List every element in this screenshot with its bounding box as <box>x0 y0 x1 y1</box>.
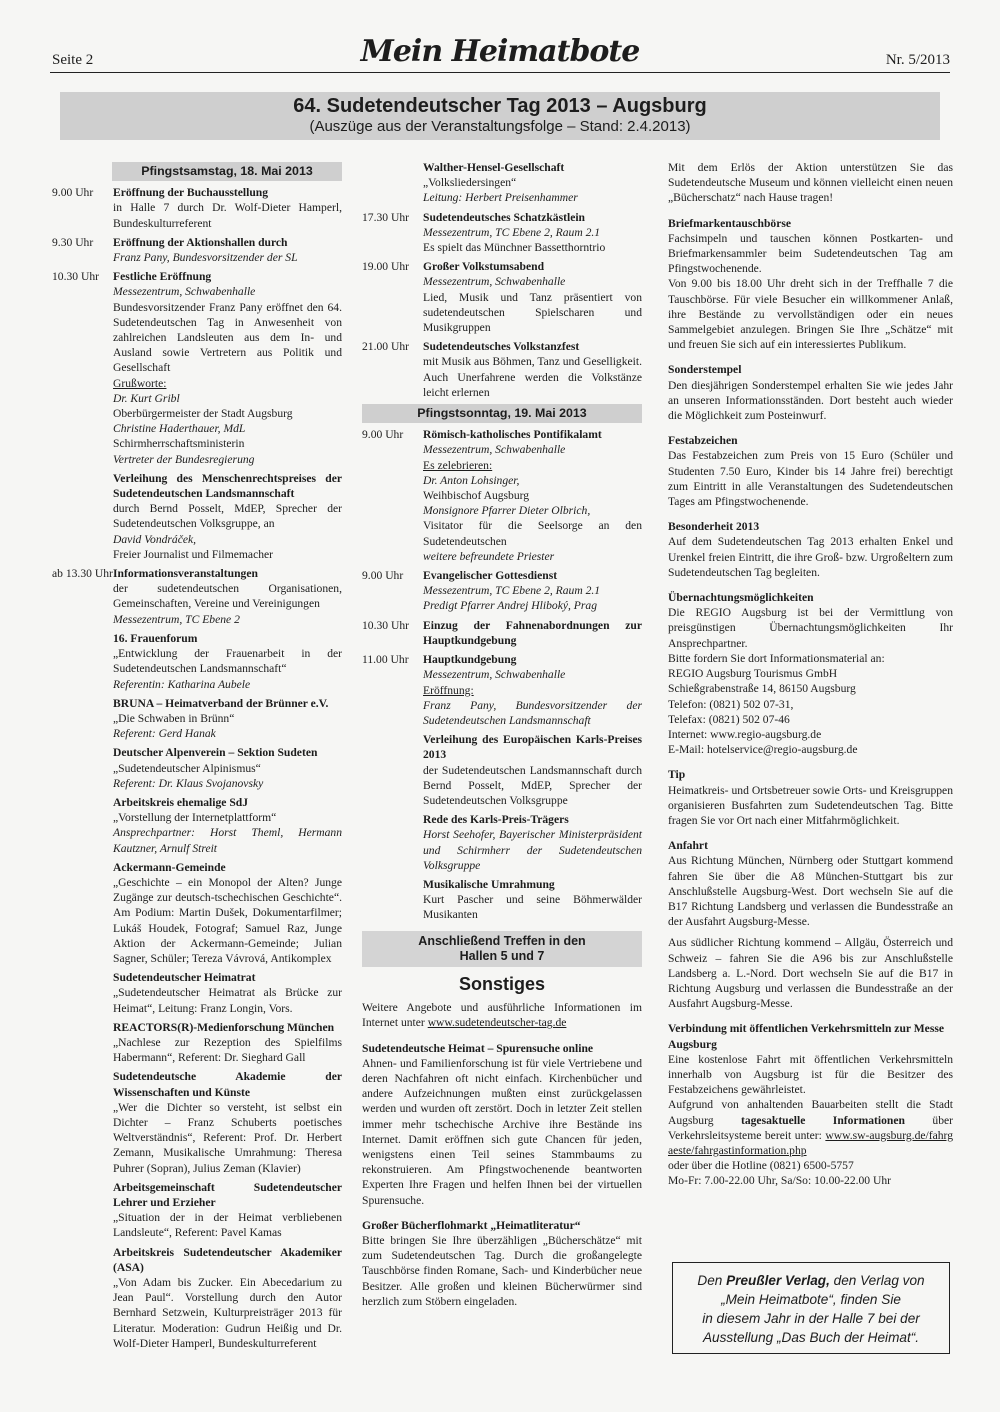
event-item <box>52 745 342 791</box>
event-item <box>362 812 642 873</box>
event-item <box>52 696 342 742</box>
heading-besonderheit: Besonderheit 2013 <box>668 520 760 534</box>
event-line: Es zelebrieren: <box>423 458 493 472</box>
text-sonderstempel: Den diesjährigen Sonderstempel erhalten Sie wie jedes Jahr an unseren Informationsständen. Dort besteht auch wieder die Möglichkeit zum Posteinwurf. <box>668 378 953 423</box>
event-line: Predigt Pfarrer Andrej Hliboký, Prag <box>423 599 597 613</box>
event-line: Messezentrum, TC Ebene 2, Raum 2.1 <box>423 584 601 598</box>
event-title: Sudetendeutsche Akademie der Wissenschaften und Künste <box>113 1070 342 1099</box>
event-title: Informationsveranstaltungen <box>113 567 258 581</box>
event-line: Christine Haderthauer, MdL <box>113 422 246 436</box>
event-line: Lied, Musik und Tanz präsentiert von sudetendeutschen Spielscharen und Musikgruppen <box>423 290 642 335</box>
event-body <box>113 269 342 467</box>
contact-line: Internet: www.regio-augsburg.de <box>668 727 822 741</box>
event-item <box>362 732 642 808</box>
event-body <box>113 1020 342 1066</box>
event-line: „Von Adam bis Zucker. Ein Abecedarium zu Jean Paul“. Vorstellung durch den Autor Bernhard Setzwein, Kulturpreisträger 2013 für Literatur. Moderation: Gudrun Heißig und Dr. Wolf-Dieter Hamperl, Bundeskulturreferent <box>113 1276 342 1350</box>
heading-festabzeichen: Festabzeichen <box>668 434 738 448</box>
oepnv-post: über Verkehrsleitsysteme bereit unter: <box>668 1113 953 1142</box>
event-item <box>52 860 342 966</box>
event-body <box>423 732 642 808</box>
event-title: REACTORS(R)-Medienforschung München <box>113 1020 335 1034</box>
column-1 <box>52 160 342 1355</box>
text-briefmarken-2: Von 9.00 bis 18.00 Uhr dreht sich in der Treffhalle 7 die Tauschbörse. Für viele Besucher ein willkommener Anlaß, ihre Bestände zu vervollständigen oder ein neues Sammelgebiet anzulegen. Bringen Sie Ihre „Schätze“ mit und freuen Sie sich auf ein interessiertes Publikum. <box>668 277 953 352</box>
contact-line: Schießgrabenstraße 14, 86150 Augsburg <box>668 682 856 696</box>
event-title: Sudetendeutsches Schatzkästlein <box>423 210 586 224</box>
event-line: der Sudetendeutschen Landsmannschaft durch Bernd Posselt, MdEP, Sprecher der Sudetendeutschen Volksgruppe <box>423 763 642 807</box>
event-line: Monsignore Pfarrer Dieter Olbrich, <box>423 504 591 518</box>
event-title: Arbeitskreis ehemalige SdJ <box>113 795 249 809</box>
event-item <box>362 618 642 648</box>
event-time <box>52 631 113 692</box>
text-museum: Mit dem Erlös der Aktion unterstützen Sie das Sudetendeutsche Museum und können vielleicht einen neuen „Bücherschatz“ nach Hause tragen! <box>668 161 953 205</box>
contact-block <box>668 651 953 757</box>
text-hotline: oder über die Hotline (0821) 6500-5757 <box>668 1159 854 1173</box>
column-3 <box>668 160 953 1189</box>
ad-publisher: Preußler Verlag, <box>726 1273 830 1288</box>
event-list-saturday <box>52 185 342 1351</box>
ad-text: Den <box>697 1273 723 1288</box>
text-spurensuche: Ahnen- und Familienforschung ist für viele Vertriebene und deren Nachfahren oft nicht einfach. Kirchenbücher und andere Aufzeichnungen mußten einst zurückgelassen werden und wurden oft zerstört. Doch in letzter Zeit stellen immer mehr tschechische Archive ihre Bestände ins Internet. Damit eröffnen sich gute Chancen für jeden, wenigstens einen Teil seines Stammbaums zu rekonstruieren. Am Pfingstwochenende beantworten Experten Ihre Fragen und helfen Ihnen bei der virtuellen Spurensuche. <box>362 1056 642 1207</box>
event-title: Ackermann-Gemeinde <box>113 860 226 874</box>
masthead-logo: Mein Heimatbote <box>360 34 640 69</box>
ad-line-2: „Mein Heimatbote“, finden Sie <box>721 1292 901 1307</box>
event-line: „Wer die Dichter so versteht, ist selbst ein Dichter – Franz Schuberts poetisches Weltverständnis“, Referent: Prof. Dr. Herbert Zemann, Musikalische Umrahmung: Theresa Puhrer (Sopran), Julius Zeman (Klavier) <box>113 1100 342 1175</box>
event-line: Horst Seehofer, Bayerischer Ministerpräsident und Schirmherr der Sudetendeutschen Volksgruppe <box>423 828 642 872</box>
event-title: BRUNA – Heimatverband der Brünner e.V. <box>113 696 329 710</box>
event-item <box>52 631 342 692</box>
event-line: Weihbischof Augsburg <box>423 489 530 503</box>
event-item <box>362 210 642 256</box>
text-anfahrt-2: Aus südlicher Richtung kommend – Allgäu, Österreich und Schweiz – fahren Sie die A96 bis zur Anschlußstelle Landsberg a. L.-Nord. Dort wechseln Sie auf die B17 in Richtung Augsburg und verlassen die Bundesstraße an der Ausfahrt Augsburg-Messe. <box>668 936 953 1011</box>
event-title: Sudetendeutsches Volkstanzfest <box>423 340 580 354</box>
section-title-sonstiges: Sonstiges <box>458 973 546 994</box>
event-time <box>362 732 423 808</box>
event-line: Referent: Gerd Hanak <box>113 727 216 741</box>
event-time <box>52 1180 113 1241</box>
event-body <box>423 210 642 256</box>
event-item <box>362 877 642 923</box>
swa-link[interactable]: www.sw-augsburg.de/fahrgaeste/fahrgastinformation.php <box>668 1128 953 1157</box>
heading-uebernachtung: Übernachtungsmöglichkeiten <box>668 591 814 605</box>
event-line: Eröffnung: <box>423 683 474 697</box>
ad-line-4: Ausstellung „Das Buch der Heimat“. <box>702 1330 920 1345</box>
event-time: 9.00 Uhr <box>362 569 404 583</box>
event-time <box>52 1020 113 1066</box>
event-title: Eröffnung der Aktionshallen durch <box>113 235 288 249</box>
event-title: Musikalische Umrahmung <box>423 877 555 891</box>
event-item <box>52 970 342 1016</box>
text-buecherflohmarkt: Bitte bringen Sie Ihre überzähligen „Bücherschätze“ mit zum Sudetendeutschen Tag. Durch die großangelegte Tauschbörse finden Romane, Sach- und Kinderbücher neue Besitzer. Alle großen und kleinen Bücherwürmer sind herzlich zum Stöbern eingeladen. <box>362 1234 642 1308</box>
header-rule <box>50 72 950 73</box>
event-line: Vertreter der Bundesregierung <box>113 452 255 466</box>
event-line: „Die Schwaben in Brünn“ <box>113 711 235 725</box>
event-item <box>52 566 342 627</box>
event-line: Leitung: Herbert Preisenhammer <box>423 191 578 205</box>
event-title: Einzug der Fahnenabordnungen zur Hauptkundgebung <box>423 618 642 647</box>
event-line: durch Bernd Posselt, MdEP, Sprecher der Sudetendeutschen Volksgruppe, an <box>113 502 342 531</box>
event-list-saturday-cont <box>362 160 642 400</box>
event-line: „Sudetendeutscher Heimatrat als Brücke zur Heimat“, Leitung: Franz Longin, Vors. <box>113 986 342 1015</box>
event-body <box>113 185 342 231</box>
event-line: Messezentrum, Schwabenhalle <box>423 668 566 682</box>
event-time <box>52 970 113 1016</box>
event-title: Festliche Eröffnung <box>113 270 212 284</box>
event-item <box>52 185 342 231</box>
event-line: Messezentrum, Schwabenhalle <box>423 443 566 457</box>
event-item <box>362 259 642 335</box>
event-title: Rede des Karls-Preis-Trägers <box>423 813 569 827</box>
event-time: 9.30 Uhr <box>52 235 94 249</box>
event-item <box>52 235 342 265</box>
heading-oepnv: Verbindung mit öffentlichen Verkehrsmitteln zur Messe Augsburg <box>668 1022 944 1051</box>
event-title: Verleihung des Europäischen Karls-Preises 2013 <box>423 733 642 762</box>
event-body <box>113 860 342 966</box>
text-briefmarken: Fachsimpeln und tauschen können Postkarten- und Briefmarkensammler beim Sudetendeutschen Tag am Pfingstwochenende. <box>668 231 953 276</box>
event-line: David Vondráček, <box>113 532 197 546</box>
text-uebernachtung: Die REGIO Augsburg ist bei der Vermittlung von preisgünstigen Übernachtungsmöglichkeiten Ihr Ansprechpartner. <box>668 606 953 650</box>
event-body <box>113 1069 342 1175</box>
website-link[interactable]: www.sudetendeutscher-tag.de <box>427 1016 567 1030</box>
event-line: Referentin: Katharina Aubele <box>113 677 251 691</box>
event-line: Dr. Kurt Gribl <box>113 391 180 405</box>
event-title: Römisch-katholisches Pontifikalamt <box>423 428 602 442</box>
event-line: Bundesvorsitzender Franz Pany eröffnet den 64. Sudetendeutschen Tag in Anwesenheit von zahlreichen Landsleuten aus dem In- und Ausland sowie Vertretern aus Politik und Gesellschaft <box>113 300 342 375</box>
event-time: 17.30 Uhr <box>362 210 410 224</box>
ad-line-3: in diesem Jahr in der Halle 7 bei der <box>702 1311 920 1326</box>
event-body <box>113 566 342 627</box>
event-item <box>52 1180 342 1241</box>
event-item <box>52 1245 342 1351</box>
event-time <box>52 860 113 966</box>
column-2 <box>362 160 642 1309</box>
event-item <box>52 1069 342 1175</box>
event-item <box>52 1020 342 1066</box>
publisher-ad-box <box>672 1262 950 1354</box>
event-time: 9.00 Uhr <box>362 428 404 442</box>
event-title: Großer Volkstumsabend <box>423 260 545 274</box>
event-body <box>423 427 642 564</box>
event-time: 11.00 Uhr <box>362 653 409 667</box>
article-banner <box>60 92 940 140</box>
event-body <box>113 745 342 791</box>
event-time <box>52 696 113 742</box>
event-list-sunday <box>362 427 642 922</box>
event-line: Grußworte: <box>113 376 167 390</box>
event-line: „Entwicklung der Frauenarbeit in der Sudetendeutschen Landsmannschaft“ <box>113 647 342 676</box>
closing-box <box>362 931 642 967</box>
heading-anfahrt: Anfahrt <box>668 839 708 853</box>
event-body <box>113 1180 342 1241</box>
event-title: Arbeitskreis Sudetendeutscher Akademiker (ASA) <box>113 1245 342 1274</box>
text-besonderheit: Auf dem Sudetendeutschen Tag 2013 erhalten Enkel und Urenkel freien Eintritt, die ihre Groß- bzw. Urgroßeltern zum Sudetendeutschen Tag begleiten. <box>668 535 953 579</box>
event-line: Messezentrum, Schwabenhalle <box>113 285 256 299</box>
contact-line: REGIO Augsburg Tourismus GmbH <box>668 667 838 681</box>
event-body <box>113 696 342 742</box>
event-line: mit Musik aus Böhmen, Tanz und Geselligkeit. Auch Unerfahrene werden die Volkstänze leicht erlernen <box>423 355 642 399</box>
event-line: der sudetendeutschen Organisationen, Gemeinschaften, Vereine und Vereinigungen <box>113 582 342 611</box>
closing-line-2: Hallen 5 und 7 <box>459 948 545 963</box>
event-item <box>362 160 642 206</box>
heading-spurensuche: Sudetendeutsche Heimat – Spurensuche online <box>362 1041 594 1055</box>
heading-tip: Tip <box>668 768 686 782</box>
text-hours: Mo-Fr: 7.00-22.00 Uhr, Sa/So: 10.00-22.00 Uhr <box>668 1174 892 1188</box>
event-line: Messezentrum, Schwabenhalle <box>423 275 566 289</box>
intro-text-body: Weitere Angebote und ausführliche Informationen im Internet unter <box>362 1001 642 1030</box>
event-line: weitere befreundete Priester <box>423 549 555 563</box>
event-body <box>113 471 342 562</box>
event-time <box>52 1245 113 1351</box>
contact-line: Bitte fordern Sie dort Informationsmaterial an: <box>668 651 885 665</box>
event-title: Verleihung des Menschenrechtspreises der Sudetendeutschen Landsmannschaft <box>113 471 342 501</box>
event-time: 10.30 Uhr <box>52 270 100 284</box>
event-time: 19.00 Uhr <box>362 260 410 274</box>
oepnv-bold: tagesaktuelle Informationen <box>740 1113 905 1127</box>
contact-line: E-Mail: hotelservice@regio-augsburg.de <box>668 743 858 757</box>
event-line: Kurt Pascher und seine Böhmerwälder Musikanten <box>423 893 642 922</box>
heading-sonderstempel: Sonderstempel <box>668 363 742 377</box>
event-line: „Vorstellung der Internetplattform“ <box>113 811 277 825</box>
event-item <box>362 568 642 614</box>
text-tip: Heimatkreis- und Ortsbetreuer sowie Orts- und Kreisgruppen organisieren Busfahrten zum Sudetendeutschen Tag. Bitte fragen Sie vor Ort nach einer Mitfahrmöglichkeit. <box>668 783 953 827</box>
event-line: in Halle 7 durch Dr. Wolf-Dieter Hamperl, Bundeskulturreferent <box>113 201 342 230</box>
article-subtitle: (Auszüge aus der Veranstaltungsfolge – Stand: 2.4.2013) <box>309 118 691 135</box>
text-festabzeichen: Das Festabzeichen zum Preis von 15 Euro (Schüler und Studenten 7.50 Euro, Kinder bis 14 Jahre frei) berechtigt zum Eintritt in alle Veranstaltungen des Sudetendeutschen Tages am Pfingstwochenende. <box>668 449 953 509</box>
event-time: 10.30 Uhr <box>362 618 410 632</box>
event-item <box>52 795 342 856</box>
event-item <box>52 471 342 562</box>
event-title: Deutscher Alpenverein – Sektion Sudeten <box>113 746 318 760</box>
event-line: Dr. Anton Lohsinger, <box>423 473 520 487</box>
event-body <box>113 1245 342 1351</box>
event-line: Referent: Dr. Klaus Svojanovsky <box>113 776 264 790</box>
event-line: Freier Journalist und Filmemacher <box>113 547 274 561</box>
event-body <box>423 877 642 923</box>
event-body <box>423 618 642 648</box>
page-number: Seite 2 <box>52 52 94 68</box>
event-time <box>52 745 113 791</box>
heading-briefmarken: Briefmarkentauschbörse <box>668 216 792 230</box>
event-body <box>113 970 342 1016</box>
day-header-saturday: Pfingstsamstag, 18. Mai 2013 <box>112 162 342 181</box>
event-item <box>52 269 342 467</box>
event-item <box>362 652 642 728</box>
ad-line-1 <box>673 1271 949 1290</box>
event-body <box>423 160 642 206</box>
event-body <box>113 235 342 265</box>
event-body <box>113 631 342 692</box>
event-line: „Sudetendeutscher Alpinismus“ <box>113 761 261 775</box>
event-item <box>362 339 642 400</box>
event-title: Eröffnung der Buchausstellung <box>113 186 269 200</box>
event-body <box>423 652 642 728</box>
event-body <box>113 795 342 856</box>
event-title: Walther-Hensel-Gesellschaft <box>423 161 565 174</box>
contact-line: Telefax: (0821) 502 07-46 <box>668 712 790 726</box>
oepnv-pre: Aufgrund von anhaltenden Bauarbeiten stellt die Stadt Augsburg <box>668 1098 953 1127</box>
event-time <box>52 1069 113 1175</box>
event-line: Ansprechpartner: Horst Theml, Hermann Kautzner, Arnulf Streit <box>113 826 342 855</box>
event-line: Oberbürgermeister der Stadt Augsburg <box>113 407 293 421</box>
text-oepnv: Eine kostenlose Fahrt mit öffentlichen Verkehrsmitteln innerhalb von Augsburg ist für die Besitzer des Festabzeichens gewährleistet. <box>668 1052 953 1097</box>
event-line: Visitator für die Seelsorge an den Sudetendeutschen <box>423 519 642 548</box>
event-time <box>362 877 423 923</box>
event-body <box>423 259 642 335</box>
closing-line-1: Anschließend Treffen in den <box>418 933 586 948</box>
text-anfahrt: Aus Richtung München, Nürnberg oder Stuttgart kommend fahren Sie über die A8 München-Stuttgart bis zur Anschlußstelle Augsburg-West. Dort wechseln Sie auf die B17 Richtung Landsberg und verlassen die Bundesstraße an der Ausfahrt Augsburg-Messe. <box>668 854 953 929</box>
heading-buecherflohmarkt: Großer Bücherflohmarkt „Heimatliteratur“ <box>362 1218 581 1232</box>
event-title: Hauptkundgebung <box>423 653 517 667</box>
event-line: Es spielt das Münchner Bassetthorntrio <box>423 241 606 255</box>
event-time <box>52 471 113 562</box>
intro-text <box>362 1000 642 1030</box>
event-body <box>423 568 642 614</box>
event-body <box>423 812 642 873</box>
event-line: Franz Pany, Bundesvorsitzender der SL <box>113 251 298 265</box>
event-time <box>362 160 423 206</box>
event-item <box>362 427 642 564</box>
day-header-sunday: Pfingstsonntag, 19. Mai 2013 <box>362 404 642 423</box>
event-time <box>52 795 113 856</box>
event-body <box>423 339 642 400</box>
event-line: „Geschichte – ein Monopol der Alten? Junge Zugänge zur deutsch-tschechischen Geschichte“. Am Podium: Martin Dušek, Dokumentarfilmer; Lukáš Houdek, Fotograf; Samuel Raz, Junge Aktion der Ackermann-Gemeinde; Julian Sagner, Schüler; Tereza Vávrová, Antikomplex <box>113 875 342 965</box>
event-title: 16. Frauenforum <box>113 631 198 645</box>
event-title: Sudetendeutscher Heimatrat <box>113 971 256 985</box>
event-line: Schirmherrschaftsministerin <box>113 437 245 451</box>
event-title: Arbeitsgemeinschaft Sudetendeutscher Lehrer und Erzieher <box>113 1180 342 1209</box>
event-line: Messezentrum, TC Ebene 2, Raum 2.1 <box>423 225 601 239</box>
event-line: Franz Pany, Bundesvorsitzender der Sudetendeutschen Landsmannschaft <box>423 698 642 727</box>
event-line: „Volksliedersingen“ <box>423 176 517 190</box>
event-line: „Nachlese zur Rezeption des Spielfilms Habermann“, Referent: Dr. Sieghard Gall <box>113 1035 342 1065</box>
text-oepnv-2 <box>668 1097 953 1158</box>
issue-number: Nr. 5/2013 <box>885 52 950 68</box>
article-title: 64. Sudetendeutscher Tag 2013 – Augsburg <box>293 95 707 117</box>
contact-line: Telefon: (0821) 502 07-31, <box>668 697 794 711</box>
event-time: 21.00 Uhr <box>362 340 410 354</box>
event-line: Messezentrum, TC Ebene 2 <box>113 612 240 626</box>
event-time: 9.00 Uhr <box>52 186 94 200</box>
ad-text: den Verlag von <box>833 1273 925 1288</box>
event-line: „Situation der in der Heimat verbliebenen Landsleute“, Referent: Pavel Kamas <box>113 1211 342 1240</box>
event-time: ab 13.30 Uhr <box>52 567 113 581</box>
event-time <box>362 812 423 873</box>
event-title: Evangelischer Gottesdienst <box>423 569 558 583</box>
